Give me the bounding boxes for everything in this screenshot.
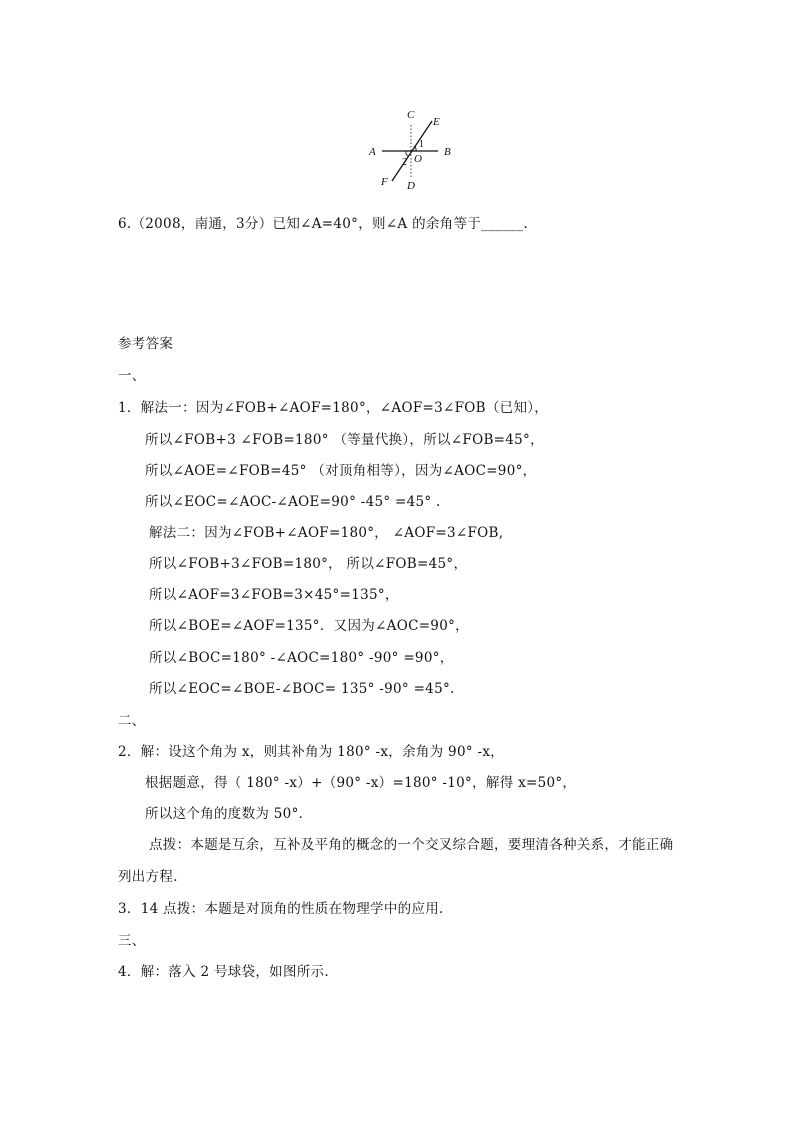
q1-line: 所以∠FOB+3 ∠FOB=180° （等量代换），所以∠FOB=45°， bbox=[145, 432, 544, 448]
angle-2-arc bbox=[406, 151, 408, 156]
q2-line: 列出方程. bbox=[118, 869, 178, 885]
section-2-heading: 二、 bbox=[118, 713, 146, 729]
label-b: B bbox=[444, 146, 451, 158]
q1-line: 所以∠AOE=∠FOB=45° （对顶角相等），因为∠AOC=90°， bbox=[145, 463, 537, 479]
q1-line: 所以∠EOC=∠BOE-∠BOC= 135° -90° =45°. bbox=[149, 681, 455, 697]
section-3-heading: 三、 bbox=[118, 933, 146, 949]
label-f: F bbox=[381, 176, 388, 188]
section-1-heading: 一、 bbox=[118, 368, 146, 384]
q2-line: 根据题意，得（ 180° -x）+（90° -x）=180° -10°，解得 x=50°， bbox=[145, 775, 577, 791]
q1-line: 所以∠BOC=180° -∠AOC=180° -90° =90°， bbox=[149, 650, 454, 666]
geometry-figure bbox=[360, 105, 470, 195]
q2-line: 点拨：本题是互余，互补及平角的概念的一个交叉综合题，要理清各种关系，才能正确 bbox=[149, 837, 674, 853]
q1-line: 所以∠FOB+3∠FOB=180°， 所以∠FOB=45°， bbox=[149, 556, 468, 572]
label-e: E bbox=[433, 116, 440, 128]
label-a: A bbox=[369, 146, 376, 158]
label-o: O bbox=[414, 153, 422, 165]
question-6: 6.（2008，南通，3分）已知∠A=40°，则∠A 的余角等于______. bbox=[118, 216, 528, 232]
q1-line: 1．解法一：因为∠FOB+∠AOF=180°，∠AOF=3∠FOB（已知）， bbox=[118, 400, 549, 416]
q1-line: 所以∠AOF=3∠FOB=3×45°=135°， bbox=[149, 587, 399, 603]
answers-heading: 参考答案 bbox=[118, 336, 174, 352]
q4-line: 4．解：落入 2 号球袋，如图所示. bbox=[118, 964, 329, 980]
label-angle-2: 2 bbox=[402, 157, 407, 168]
q1-line: 解法二：因为∠FOB+∠AOF=180°， ∠AOF=3∠FOB, bbox=[149, 525, 504, 541]
q2-line: 2．解：设这个角为 x，则其补角为 180° -x，余角为 90° -x， bbox=[118, 744, 505, 760]
q2-line: 所以这个角的度数为 50°． bbox=[145, 806, 313, 822]
q3-line: 3．14 点拨：本题是对顶角的性质在物理学中的应用. bbox=[118, 901, 444, 917]
q1-line: 所以∠EOC=∠AOC-∠AOE=90° -45° =45° . bbox=[145, 494, 441, 510]
label-angle-1: 1 bbox=[419, 139, 424, 150]
label-c: C bbox=[407, 109, 415, 121]
q1-line: 所以∠BOE=∠AOF=135°．又因为∠AOC=90°， bbox=[149, 618, 469, 634]
label-d: D bbox=[407, 180, 415, 192]
